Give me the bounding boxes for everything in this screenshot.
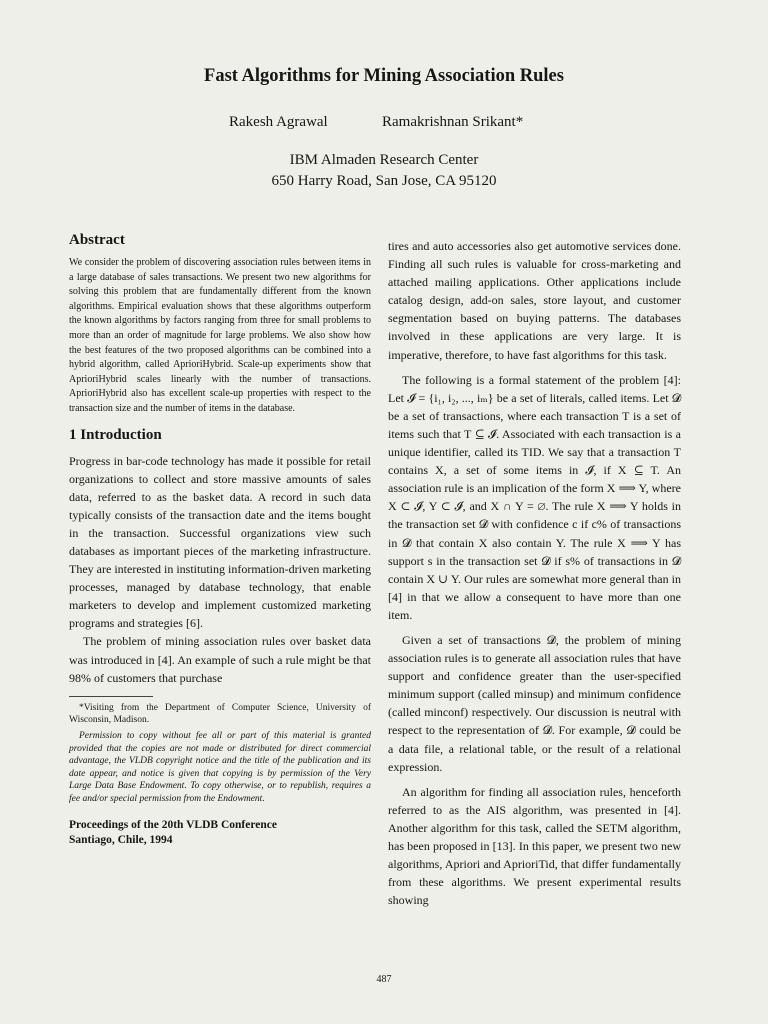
affiliation-line: 650 Harry Road, San Jose, CA 95120 bbox=[271, 173, 497, 189]
author-name: Ramakrishnan Srikant* bbox=[382, 114, 524, 130]
abstract-text: We consider the problem of discovering association rules between items in a large database of sales transactions. We present two new algorithms for solving this problem that are fundamentally different from the known algorithms. Empirical evaluation shows that these algorithms outperform the known algorithms by factors ranging from three for small problems to more than an order of magnitude for large problems. We also show how the best features of the two proposed algorithms can be combined into a hybrid algorithm, called AprioriHybrid. Scale-up experiments show that AprioriHybrid scales linearly with the number of transactions. AprioriHybrid also has excellent scale-up properties with respect to the transaction size and the number of items in the database. bbox=[69, 257, 371, 414]
left-column bbox=[69, 232, 371, 848]
permission-notice: Permission to copy without fee all or part of this material is granted provided that the copies are not made or distributed for direct commercial advantage, the VLDB copyright notice and the title of the publication and its date appear, and notice is given that copying is by permission of the Very Large Data Base Endowment. To copy otherwise, or to republish, requires a fee and/or special permission from the Endowment. bbox=[69, 730, 371, 804]
proceedings-line: Proceedings of the 20th VLDB Conference bbox=[69, 818, 277, 831]
author-name: Rakesh Agrawal bbox=[229, 114, 328, 130]
paragraph: An algorithm for finding all association rules, henceforth referred to as the AIS algorithm, was presented in [4]. Another algorithm for this task, called the SETM algorithm, has been proposed in [13]. In this paper, we present two new algorithms, Apriori and AprioriTid, that differ fundamentally from these algorithms. We present experimental results showing bbox=[388, 784, 681, 908]
paragraph: Progress in bar-code technology has made it possible for retail organizations to collect and store massive amounts of sales data, referred to as the basket data. A record in such data typically consists of the transaction date and the items bought in the transaction. Successful organizations view such databases as important pieces of the marketing infrastructure. They are interested in instituting information-driven marketing processes, managed by database technology, that enable marketers to develop and implement customized marketing programs and strategies [6]. bbox=[69, 453, 371, 631]
right-column bbox=[388, 237, 681, 916]
footnote-divider bbox=[69, 696, 153, 697]
proceedings-line: Santiago, Chile, 1994 bbox=[69, 833, 173, 846]
paragraph: tires and auto accessories also get automotive services done. Finding all such rules is valuable for cross-marketing and attached mailing applications. Other applications include catalog design, add-on sales, store layout, and customer segmentation based on buying patterns. The databases involved in these applications are very large. It is imperative, therefore, to have fast algorithms for this task. bbox=[388, 239, 681, 362]
abstract-heading: Abstract bbox=[69, 232, 125, 248]
abstract-section bbox=[69, 232, 371, 417]
paragraph: The problem of mining association rules over basket data was introduced in [4]. An example of such a rule might be that 98% of customers that purchase bbox=[69, 634, 371, 685]
proceedings-info bbox=[69, 818, 371, 848]
introduction-section bbox=[69, 427, 371, 687]
affiliation-line: IBM Almaden Research Center bbox=[289, 152, 479, 168]
footnote: *Visiting from the Department of Computer Science, University of Wisconsin, Madison. bbox=[69, 702, 371, 726]
page-number: 487 bbox=[376, 974, 392, 985]
section-heading: 1 Introduction bbox=[69, 426, 162, 443]
affiliation bbox=[0, 150, 768, 192]
paragraph: Given a set of transactions 𝓓, the problem of mining association rules is to generate all association rules that have support and confidence greater than the user-specified minimum support (called minsup) and minimum confidence (called minconf) respectively. Our discussion is neutral with respect to the representation of 𝓓. For example, 𝓓 could be a data file, a relational table, or the result of a relational expression. bbox=[388, 632, 681, 774]
paragraph: The following is a formal statement of the problem [4]: Let 𝓘 = {i₁, i₂, ..., iₘ} be a set of literals, called items. Let 𝓓 be a set of transactions, where each transaction T is a set of items such that T ⊆ 𝓘. Associated with each transaction is a unique identifier, called its TID. We say that a transaction T contains X, a set of some items in 𝓘, if X ⊆ T. An association rule is an implication of the form X ⟹ Y, where X ⊂ 𝓘, Y ⊂ 𝓘, and X ∩ Y = ∅. The rule X ⟹ Y holds in the transaction set 𝓓 with confidence c if c% of transactions in 𝓓 that contain X also contain Y. The rule X ⟹ Y has support s in the transaction set 𝓓 if s% of transactions in 𝓓 contain X ∪ Y. Our rules are somewhat more general than in [4] in that we allow a consequent to have more than one item. bbox=[388, 372, 681, 622]
paper-title: Fast Algorithms for Mining Association Rules bbox=[204, 66, 564, 86]
